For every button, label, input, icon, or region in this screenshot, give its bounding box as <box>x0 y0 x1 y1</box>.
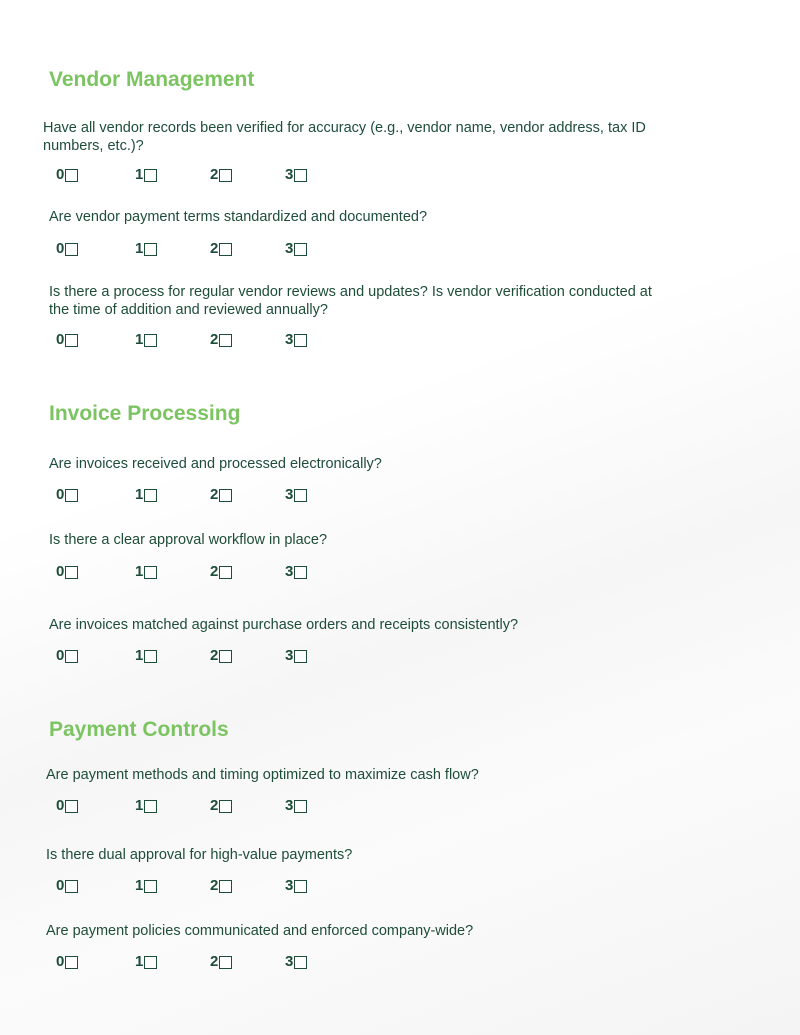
checkbox[interactable] <box>219 566 232 579</box>
rating-option-3[interactable] <box>285 647 307 665</box>
rating-label: 2 <box>210 563 219 580</box>
rating-options <box>56 563 356 581</box>
checkbox[interactable] <box>65 566 78 579</box>
rating-option-1[interactable] <box>135 647 157 665</box>
rating-option-0[interactable] <box>56 797 78 815</box>
rating-option-3[interactable] <box>285 166 307 184</box>
question-text: Is there dual approval for high-value payments? <box>46 847 353 863</box>
rating-options <box>56 647 356 665</box>
rating-option-1[interactable] <box>135 797 157 815</box>
rating-option-2[interactable] <box>210 647 232 665</box>
checkbox[interactable] <box>219 334 232 347</box>
rating-label: 1 <box>135 953 144 970</box>
rating-options <box>56 797 356 815</box>
rating-label: 3 <box>285 331 294 348</box>
rating-label: 3 <box>285 486 294 503</box>
rating-label: 0 <box>56 240 65 257</box>
rating-option-2[interactable] <box>210 166 232 184</box>
checkbox[interactable] <box>65 956 78 969</box>
checkbox[interactable] <box>294 243 307 256</box>
rating-option-3[interactable] <box>285 240 307 258</box>
checkbox[interactable] <box>294 169 307 182</box>
rating-label: 3 <box>285 563 294 580</box>
checkbox[interactable] <box>65 800 78 813</box>
rating-option-0[interactable] <box>56 953 78 971</box>
rating-option-1[interactable] <box>135 563 157 581</box>
question-text: Are invoices received and processed electronically? <box>49 456 382 472</box>
rating-option-1[interactable] <box>135 240 157 258</box>
checkbox[interactable] <box>219 650 232 663</box>
checkbox[interactable] <box>294 800 307 813</box>
question-text: Are payment methods and timing optimized to maximize cash flow? <box>46 767 479 783</box>
question-text: Is there a clear approval workflow in place? <box>49 532 328 548</box>
rating-label: 0 <box>56 331 65 348</box>
rating-label: 1 <box>135 486 144 503</box>
rating-options <box>56 240 356 258</box>
rating-option-3[interactable] <box>285 486 307 504</box>
rating-option-2[interactable] <box>210 240 232 258</box>
checkbox[interactable] <box>219 880 232 893</box>
checkbox[interactable] <box>65 334 78 347</box>
section-title-payment-controls: Payment Controls <box>49 718 229 741</box>
checkbox[interactable] <box>294 566 307 579</box>
rating-option-1[interactable] <box>135 331 157 349</box>
rating-label: 2 <box>210 647 219 664</box>
rating-option-0[interactable] <box>56 647 78 665</box>
rating-option-1[interactable] <box>135 877 157 895</box>
checkbox[interactable] <box>65 650 78 663</box>
question-text: Are invoices matched against purchase orders and receipts consistently? <box>49 617 519 633</box>
rating-option-2[interactable] <box>210 331 232 349</box>
rating-label: 3 <box>285 240 294 257</box>
checkbox[interactable] <box>294 489 307 502</box>
rating-option-2[interactable] <box>210 797 232 815</box>
rating-label: 1 <box>135 563 144 580</box>
rating-label: 1 <box>135 797 144 814</box>
rating-label: 3 <box>285 647 294 664</box>
checkbox[interactable] <box>219 169 232 182</box>
checkbox[interactable] <box>294 880 307 893</box>
rating-options <box>56 486 356 504</box>
checkbox[interactable] <box>144 169 157 182</box>
checkbox[interactable] <box>144 956 157 969</box>
checkbox[interactable] <box>65 880 78 893</box>
rating-label: 2 <box>210 953 219 970</box>
rating-label: 2 <box>210 166 219 183</box>
rating-option-2[interactable] <box>210 563 232 581</box>
rating-label: 0 <box>56 563 65 580</box>
checkbox[interactable] <box>144 334 157 347</box>
question-text: Is there a process for regular vendor reviews and updates? Is vendor verification conducted at the time of addition and reviewed annually? <box>49 284 652 318</box>
rating-options <box>56 953 356 971</box>
rating-option-3[interactable] <box>285 877 307 895</box>
rating-option-0[interactable] <box>56 563 78 581</box>
checkbox[interactable] <box>65 489 78 502</box>
checkbox[interactable] <box>294 956 307 969</box>
rating-option-3[interactable] <box>285 797 307 815</box>
rating-option-0[interactable] <box>56 331 78 349</box>
checkbox[interactable] <box>219 243 232 256</box>
checkbox[interactable] <box>144 880 157 893</box>
checkbox[interactable] <box>144 800 157 813</box>
rating-option-0[interactable] <box>56 166 78 184</box>
rating-label: 1 <box>135 166 144 183</box>
rating-label: 0 <box>56 647 65 664</box>
rating-label: 2 <box>210 486 219 503</box>
section-title-vendor-management: Vendor Management <box>49 68 255 91</box>
rating-option-0[interactable] <box>56 240 78 258</box>
rating-option-1[interactable] <box>135 166 157 184</box>
rating-label: 0 <box>56 166 65 183</box>
rating-option-3[interactable] <box>285 953 307 971</box>
checkbox[interactable] <box>65 169 78 182</box>
rating-label: 3 <box>285 797 294 814</box>
checkbox[interactable] <box>219 956 232 969</box>
rating-label: 2 <box>210 331 219 348</box>
rating-label: 0 <box>56 797 65 814</box>
rating-label: 0 <box>56 486 65 503</box>
checkbox[interactable] <box>294 650 307 663</box>
rating-label: 0 <box>56 877 65 894</box>
section-title-invoice-processing: Invoice Processing <box>49 402 241 425</box>
rating-option-2[interactable] <box>210 953 232 971</box>
question-text: Have all vendor records been verified for accuracy (e.g., vendor name, vendor address, tax ID numbers, etc.)? <box>43 120 646 154</box>
rating-label: 2 <box>210 877 219 894</box>
rating-label: 1 <box>135 331 144 348</box>
rating-label: 2 <box>210 797 219 814</box>
rating-label: 1 <box>135 647 144 664</box>
rating-options <box>56 166 356 184</box>
rating-label: 0 <box>56 953 65 970</box>
checkbox[interactable] <box>144 566 157 579</box>
question-text: Are vendor payment terms standardized and documented? <box>49 209 428 225</box>
checkbox[interactable] <box>219 489 232 502</box>
rating-label: 3 <box>285 953 294 970</box>
rating-option-3[interactable] <box>285 331 307 349</box>
checkbox[interactable] <box>294 334 307 347</box>
rating-option-2[interactable] <box>210 486 232 504</box>
rating-label: 3 <box>285 877 294 894</box>
rating-option-1[interactable] <box>135 953 157 971</box>
rating-option-1[interactable] <box>135 486 157 504</box>
rating-option-0[interactable] <box>56 486 78 504</box>
rating-label: 1 <box>135 240 144 257</box>
rating-option-0[interactable] <box>56 877 78 895</box>
rating-options <box>56 877 356 895</box>
checkbox[interactable] <box>65 243 78 256</box>
rating-label: 1 <box>135 877 144 894</box>
rating-option-2[interactable] <box>210 877 232 895</box>
checkbox[interactable] <box>144 650 157 663</box>
checkbox[interactable] <box>144 489 157 502</box>
checkbox[interactable] <box>144 243 157 256</box>
rating-options <box>56 331 356 349</box>
rating-label: 2 <box>210 240 219 257</box>
rating-option-3[interactable] <box>285 563 307 581</box>
checkbox[interactable] <box>219 800 232 813</box>
question-text: Are payment policies communicated and enforced company-wide? <box>46 923 474 939</box>
rating-label: 3 <box>285 166 294 183</box>
